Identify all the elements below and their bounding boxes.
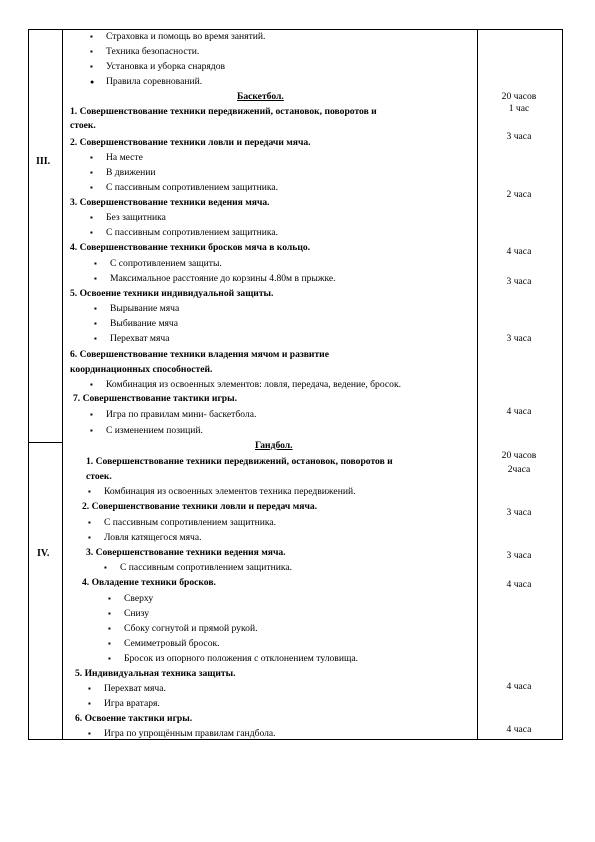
hours-value: 2 часа [506, 189, 532, 200]
topic-title: 1. Совершенствование техники передвижений, остановок, поворотов и [86, 456, 393, 467]
list-item: ▪ С пассивным сопротивлением защитника. [120, 562, 292, 574]
topic-title: 5. Индивидуальная техника защиты. [75, 668, 236, 679]
hours-value: 2часа [507, 464, 531, 475]
topic-title: 2. Совершенствование техники ловли и передачи мяча. [70, 137, 311, 148]
list-item: ▪ С пассивным сопротивлением защитника. [106, 182, 278, 194]
list-item: ● Правила соревнований. [106, 76, 202, 88]
hours-value: 4 часа [506, 724, 532, 735]
list-item: ▪ Перехват мяча [110, 333, 169, 345]
hours-value: 20 часов [501, 91, 537, 102]
list-item: ▪ С сопротивлением защиты. [110, 258, 222, 270]
list-item: ▪ Максимальное расстояние до корзины 4.80м в прыжке. [110, 273, 336, 285]
topic-title: 5. Освоение техники индивидуальной защиты. [70, 288, 274, 299]
topic-title: 2. Совершенствование техники ловли и передач мяча. [82, 501, 318, 512]
topic-title: 4. Овладение техники бросков. [82, 577, 216, 588]
topic-title: стоек. [86, 471, 112, 482]
section-number-iii: III. [36, 156, 51, 167]
list-item: ▪ Комбинация из освоенных элементов техника передвижений. [104, 486, 356, 498]
list-item: ▪ Бросок из опорного положения с отклонением туловища. [124, 653, 358, 665]
list-item: ▪ С изменением позиций. [106, 425, 203, 437]
topic-title: 4. Совершенствование техники бросков мяча в кольцо. [70, 242, 311, 253]
list-item: ▪ На месте [106, 152, 143, 164]
list-item: ▪ Техника безопасности. [106, 46, 199, 58]
list-item: ▪ С пассивным сопротивлением защитника. [106, 227, 278, 239]
list-item: ▪ Вырывание мяча [110, 303, 179, 315]
list-item: ▪ Игра по правилам мини- баскетбола. [106, 409, 256, 421]
list-item: ▪ С пассивным сопротивлением защитника. [104, 517, 276, 529]
topic-title: 6. Совершенствование техники владения мячом и развитие [70, 349, 329, 360]
column-divider-left [62, 30, 63, 739]
heading-basketball: Баскетбол. [237, 91, 284, 102]
topic-title: 1. Совершенствование техники передвижений, остановок, поворотов и [70, 106, 377, 117]
list-item: ▪ Установка и уборка снарядов [106, 61, 225, 73]
hours-value: 3 часа [506, 333, 532, 344]
hours-value: 3 часа [506, 276, 532, 287]
list-item: ▪ Сбоку согнутой и прямой рукой. [124, 623, 257, 635]
hours-value: 3 часа [506, 550, 532, 561]
list-item: ▪ Сверху [124, 593, 153, 605]
topic-title: координационных способностей. [70, 364, 213, 375]
topic-title: 6. Освоение тактики игры. [75, 713, 193, 724]
hours-value: 20 часов [501, 450, 537, 461]
list-item: ▪ Комбинация из освоенных элементов: ловля, передача, ведение, бросок. [106, 379, 401, 391]
topic-title: 3. Совершенствование техники ведения мяча. [86, 547, 286, 558]
heading-handball: Гандбол. [255, 440, 293, 451]
section-divider [29, 442, 63, 443]
hours-value: 3 часа [506, 131, 532, 142]
list-item: ▪ Выбивание мяча [110, 318, 178, 330]
list-item: ▪ Снизу [124, 608, 149, 620]
list-item: ▪ Страховка и помощь во время занятий. [106, 31, 265, 43]
list-item: ▪ Без защитника [106, 212, 166, 224]
hours-value: 1 час [508, 103, 530, 114]
hours-value: 3 часа [506, 507, 532, 518]
section-number-iv: IV. [37, 548, 50, 559]
hours-value: 4 часа [506, 246, 532, 257]
list-item: ▪ В движении [106, 167, 156, 179]
hours-value: 4 часа [506, 579, 532, 590]
hours-value: 4 часа [506, 406, 532, 417]
topic-title: стоек. [70, 120, 96, 131]
topic-title: 7. Совершенствование тактики игры. [73, 393, 238, 404]
list-item: ▪ Ловля катящегося мяча. [104, 532, 201, 544]
list-item: ▪ Перехват мяча. [104, 683, 166, 695]
hours-value: 4 часа [506, 681, 532, 692]
topic-title: 3. Совершенствование техники ведения мяча. [70, 197, 270, 208]
list-item: ▪ Игра вратаря. [104, 698, 160, 710]
list-item: ▪ Семиметровый бросок. [124, 638, 220, 650]
list-item: ▪ Игра по упрощённым правилам гандбола. [104, 728, 276, 740]
column-divider-right [477, 30, 478, 739]
